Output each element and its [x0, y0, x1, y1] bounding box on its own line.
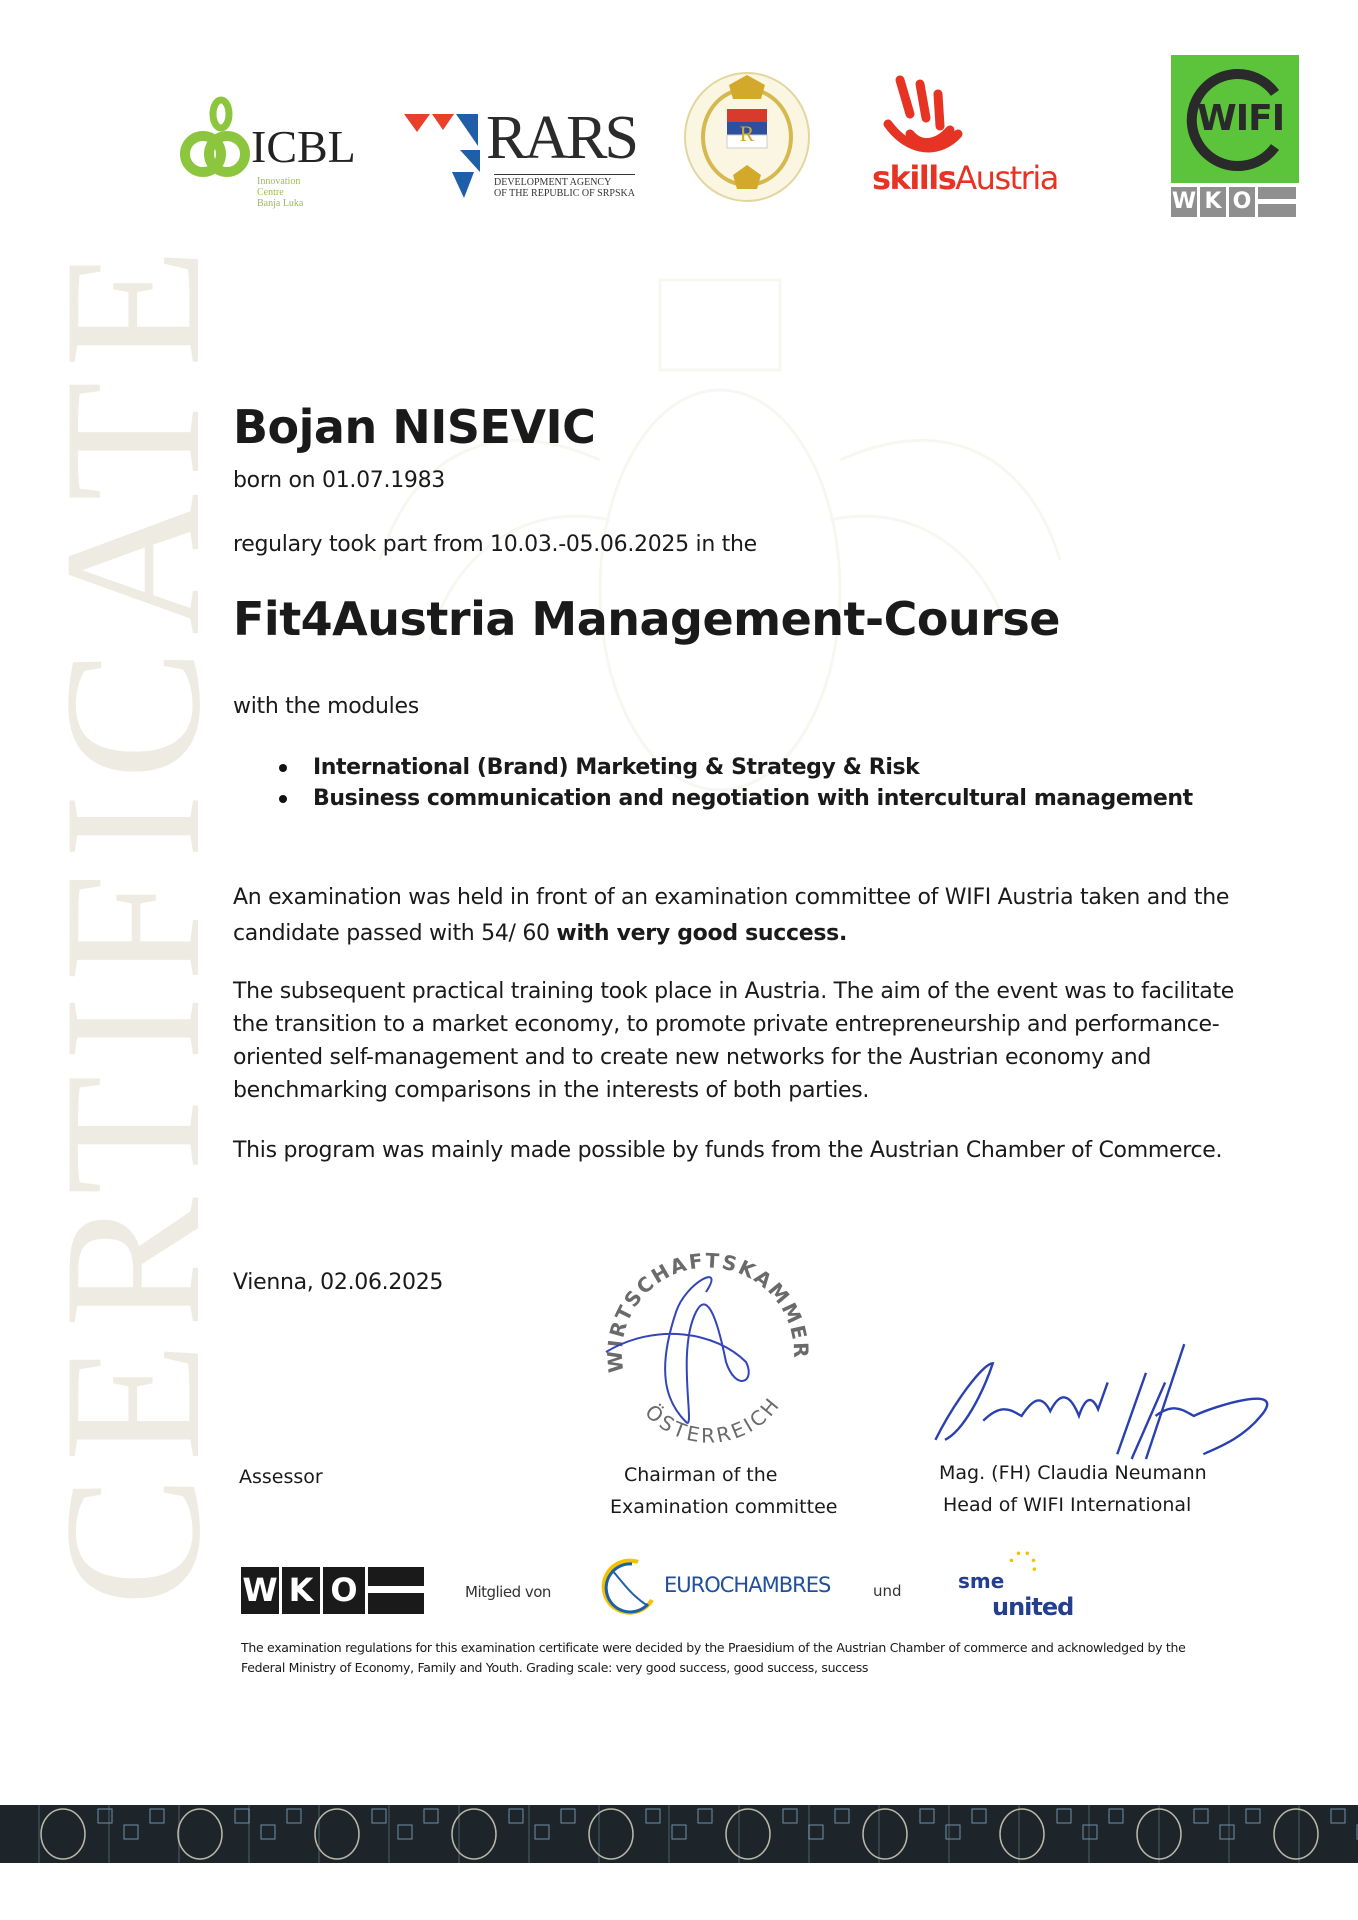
wifi-mini-icon — [920, 1809, 934, 1823]
wifi-mini-icon — [1057, 1809, 1071, 1823]
republika-srpska-seal-icon — [683, 71, 811, 202]
eagle-emblem-icon — [726, 1809, 770, 1859]
wifi-mini-icon — [398, 1825, 412, 1839]
rars-logo — [404, 106, 644, 206]
wifi-wko-logo — [1171, 55, 1299, 218]
bullet-icon — [279, 795, 287, 803]
wifi-mini-icon — [424, 1809, 438, 1823]
icbl-name: ICBL — [251, 121, 356, 172]
svg-text:WIRTSCHAFTSKAMMER: WIRTSCHAFTSKAMMER — [602, 1252, 814, 1374]
chairman-label-1: Chairman of the — [624, 1464, 778, 1486]
wko-footer-w: W — [241, 1567, 279, 1614]
wifi-mini-icon — [946, 1825, 960, 1839]
module-item: Business communication and negotiation with intercultural management — [279, 786, 1193, 811]
funding-text: This program was mainly made possible by funds from the Austrian Chamber of Commerce. — [233, 1138, 1223, 1163]
wifi-mini-icon — [261, 1825, 275, 1839]
wifi-mini-icon — [972, 1809, 986, 1823]
wifi-mini-icon — [124, 1825, 138, 1839]
eagle-emblem-icon — [1000, 1809, 1044, 1859]
united-text: united — [992, 1593, 1074, 1621]
recipient-name: Bojan NISEVIC — [233, 400, 596, 454]
icbl-logo — [181, 96, 371, 216]
wifi-mini-icon — [1331, 1809, 1345, 1823]
wifi-mini-icon — [1083, 1825, 1097, 1839]
svg-text:R: R — [739, 121, 755, 146]
wifi-mini-icon — [783, 1809, 797, 1823]
eurochambres-logo — [598, 1556, 838, 1616]
and-text: und — [873, 1582, 902, 1600]
eu-stars-icon — [1002, 1548, 1042, 1578]
skills-hand-icon — [880, 74, 970, 162]
wifi-mini-icon — [646, 1809, 660, 1823]
icbl-leaf-icon — [181, 96, 253, 176]
eagle-pattern-icons — [0, 1805, 1358, 1863]
wko-bars-icon — [1258, 187, 1296, 217]
eagle-emblem-icon — [589, 1809, 633, 1859]
chairman-label-2: Examination committee — [610, 1496, 838, 1518]
wifi-mini-icon — [1246, 1809, 1260, 1823]
wko-footer-o: O — [323, 1567, 365, 1614]
modules-intro: with the modules — [233, 694, 419, 719]
wko-letter-w: W — [1171, 187, 1197, 217]
grade-result: with very good success. — [556, 921, 848, 946]
wifi-name: WIFI — [1197, 98, 1285, 139]
participation-text: regulary took part from 10.03.-05.06.2025 in the — [233, 532, 757, 557]
member-of-text: Mitglied von — [465, 1583, 551, 1601]
wifi-mini-icon — [235, 1809, 249, 1823]
icbl-sub-1: Innovation — [257, 176, 301, 187]
wifi-mini-icon — [1220, 1825, 1234, 1839]
wifi-mini-icon — [509, 1809, 523, 1823]
eagle-emblem-icon — [1274, 1809, 1318, 1859]
wifi-mini-icon — [1194, 1809, 1208, 1823]
icbl-sub-3: Banja Luka — [257, 198, 304, 209]
skills-bold: skills — [872, 159, 956, 197]
icbl-sub-2: Centre — [257, 187, 284, 198]
wifi-mini-icon — [287, 1809, 301, 1823]
signature-neumann — [918, 1325, 1283, 1459]
rars-sub-2: OF THE REPUBLIC OF SRPSKA — [494, 188, 635, 199]
svg-text:ÖSTERREICH: ÖSTERREICH — [640, 1391, 786, 1448]
eurochambres-name: EUROCHAMBRES — [664, 1573, 831, 1597]
fine-print-2: Federal Ministry of Economy, Family and Youth. Grading scale: very good success, good success, success — [241, 1660, 869, 1675]
course-title: Fit4Austria Management-Course — [233, 592, 1060, 646]
certificate-watermark: CERTIFICATE — [24, 233, 241, 1607]
wifi-mini-icon — [372, 1809, 386, 1823]
eagle-emblem-icon — [178, 1809, 222, 1859]
wifi-mini-icon — [1109, 1809, 1123, 1823]
assessor-label: Assessor — [239, 1466, 323, 1488]
practical-paragraph: The subsequent practical training took place in Austria. The aim of the event was to facilitate the transition to a market economy, to promote private entrepreneurship and performance- oriented self-management and to create new networks for the Austrian economy and benchmarking comparisons in the interests of both parties. — [233, 979, 1235, 1103]
eagle-emblem-icon — [315, 1809, 359, 1859]
wifi-mini-icon — [809, 1825, 823, 1839]
rars-sub-1: DEVELOPMENT AGENCY — [494, 177, 612, 188]
wko-footer-k: K — [282, 1567, 320, 1614]
wifi-mini-icon — [98, 1809, 112, 1823]
wifi-mini-icon — [561, 1809, 575, 1823]
eagle-emblem-icon — [863, 1809, 907, 1859]
wko-letter-o: O — [1229, 187, 1255, 217]
wifi-mini-icon — [535, 1825, 549, 1839]
eagle-emblem-icon — [1137, 1809, 1181, 1859]
sme-united-logo — [958, 1548, 1078, 1628]
eagle-emblem-icon — [41, 1809, 85, 1859]
fine-print-1: The examination regulations for this examination certificate were decided by the Praesidium of the Austrian Chamber of commerce and acknowledged by the — [241, 1640, 1186, 1655]
eurochambres-globe-icon — [598, 1556, 662, 1616]
module-item: International (Brand) Marketing & Strategy & Risk — [279, 755, 919, 780]
skills-rest: Austria — [955, 159, 1058, 197]
wko-footer-logo — [241, 1567, 424, 1614]
birth-date: born on 01.07.1983 — [233, 468, 445, 493]
skills-austria-logo — [872, 74, 1058, 198]
wko-footer-bars-icon — [368, 1567, 424, 1614]
wifi-mini-icon — [698, 1809, 712, 1823]
wko-letter-k: K — [1200, 187, 1226, 217]
bullet-icon — [279, 764, 287, 772]
rars-triangles-icon — [404, 106, 484, 200]
exam-paragraph: An examination was held in front of an examination committee of WIFI Austria taken and the candidate passed with 54/ 60 with very good success. — [233, 885, 1230, 946]
wifi-mini-icon — [835, 1809, 849, 1823]
place-date: Vienna, 02.06.2025 — [233, 1270, 444, 1295]
sme-text: sme — [958, 1569, 1005, 1593]
wifi-mini-icon — [150, 1809, 164, 1823]
head-name: Mag. (FH) Claudia Neumann — [939, 1462, 1207, 1484]
head-title: Head of WIFI International — [943, 1494, 1192, 1516]
wifi-mini-icon — [672, 1825, 686, 1839]
wko-stamp-icon — [596, 1252, 822, 1462]
rars-name: RARS — [486, 104, 636, 172]
eagle-emblem-icon — [452, 1809, 496, 1859]
